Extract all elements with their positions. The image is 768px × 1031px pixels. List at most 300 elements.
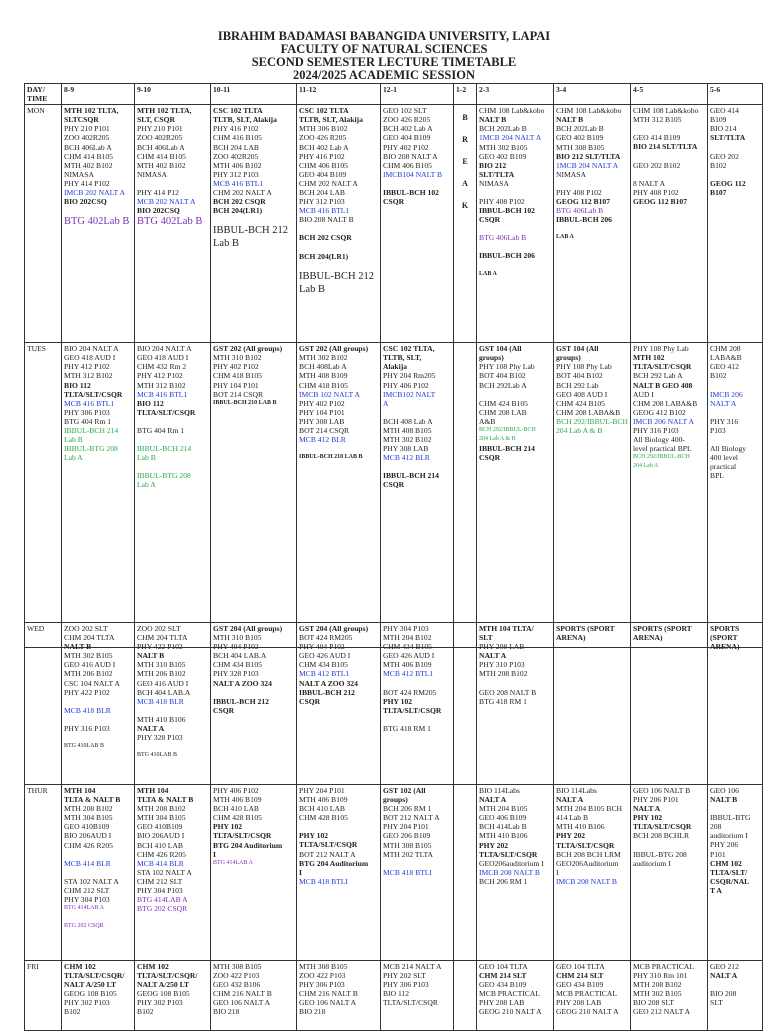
course-entry: NALT A ZOO 324 [213, 678, 272, 688]
course-entry: PHY 308 LAB [299, 416, 345, 426]
course-entry: MTH 312 B102 [137, 380, 186, 390]
course-entry: AUD I [633, 389, 654, 399]
course-entry: MCB 414 BLR [137, 858, 184, 868]
slot-cell [381, 105, 454, 343]
course-entry: IMCB 102 NALT A [299, 389, 360, 399]
course-entry: MTH 402 B102 [137, 160, 186, 170]
course-entry: MCB 412 BTL1 [299, 669, 350, 679]
course-entry: MCB 418 BLR [137, 696, 184, 706]
course-entry: groups) [479, 353, 504, 363]
slot-cell [62, 785, 135, 961]
course-entry: IBBUL-BCH 212 [299, 687, 355, 697]
course-entry: MCB 414 BLR [64, 858, 111, 868]
spacer [633, 170, 705, 179]
course-entry: STA 102 NALT A [64, 876, 119, 886]
course-entry: PHY 412 P102 [137, 371, 183, 381]
course-entry: CHM 406 B105 [383, 160, 432, 170]
slot-cell [477, 623, 554, 785]
course-entry: IBBUL-BCH 102 [383, 187, 439, 197]
course-entry: PHY 206 P101 [633, 795, 679, 805]
spacer [299, 243, 378, 252]
course-entry: CHM 204 TLTA [64, 633, 115, 643]
course-entry: PHY 416 P102 [299, 151, 345, 161]
course-entry: PHY 404 P102 [299, 642, 345, 652]
course-entry: MCB 418 BLR [64, 705, 111, 715]
course-entry: ZOO 402R205 [64, 133, 110, 143]
course-entry: ARENA) [633, 633, 663, 643]
course-entry: MCB PRACTICAL [556, 989, 617, 999]
course-entry: MTH 408 B109 [299, 371, 348, 381]
course-entry: PHY 204 Rm205 [383, 371, 436, 381]
course-entry: MTH 302 B105 [633, 989, 682, 999]
course-entry: BIO 212 SLT/TLTA [556, 151, 621, 161]
slot-cell [554, 343, 631, 648]
spacer [299, 224, 378, 233]
course-entry: PHY 310 Rm 101 [633, 971, 688, 981]
course-entry: IBBUL-BCH 214 [64, 426, 119, 436]
course-entry: BIO 204 NALT A [137, 344, 192, 354]
course-entry: BTG 402Lab B [137, 216, 203, 228]
course-entry: TLTA & NALT B [137, 795, 194, 805]
course-entry: MTH 308 B105 [299, 962, 348, 971]
course-entry: BOT 214 CSQR [299, 426, 350, 436]
slot-cell [631, 961, 708, 1031]
course-entry: ZOO 426 R205 [383, 115, 431, 125]
course-entry: TLTA/SLT/CSQR [299, 840, 358, 850]
time-slot-header: 12-1 [381, 84, 454, 105]
course-entry: P101 [710, 849, 726, 859]
spacer [137, 417, 208, 426]
course-entry: BCH 410 LAB [137, 840, 183, 850]
slot-cell [631, 343, 708, 648]
course-entry: PHY 306 P103 [64, 407, 110, 417]
course-entry: GEO 416 AUD I [137, 678, 189, 688]
course-entry: GEO 406 B109 [479, 813, 527, 823]
slot-cell [554, 623, 631, 785]
course-entry: NALT B [710, 795, 738, 805]
course-entry: TLTA/SLT/CSQR [479, 849, 538, 859]
course-entry: PHY 306 P103 [383, 980, 429, 990]
course-entry: TLTA/SLT/CSQR [383, 998, 438, 1008]
slot-cell [211, 343, 297, 648]
course-entry: auditorium I [633, 858, 671, 868]
course-entry: MTH 206 B102 [64, 669, 113, 679]
slot-cell [708, 785, 763, 961]
course-entry: CHM 212 SLT [137, 876, 183, 886]
course-entry: ZOO 402R205 [137, 133, 183, 143]
spacer [633, 152, 705, 161]
course-entry: GST 204 (All groups) [213, 624, 283, 633]
course-entry: SLT/TLTA [710, 133, 746, 143]
course-entry: BCH 202Lab B [556, 124, 604, 134]
course-entry: 204 Lab A & B [556, 426, 603, 436]
course-entry: GEO 414 [710, 106, 739, 116]
course-entry: Lab B [137, 453, 156, 463]
course-entry: MCB 416 BTL1 [64, 398, 115, 408]
course-entry: NALT A [479, 795, 507, 805]
course-entry: PHY 406 P102 [383, 380, 429, 390]
spacer [299, 261, 378, 270]
course-entry: CHM 434 B105 [299, 660, 348, 670]
course-entry: NALT A [710, 398, 737, 408]
course-entry: NALT A/250 LT [64, 980, 117, 990]
time-slot-header: 8-9 [62, 84, 135, 105]
course-entry: PHY 316 P103 [64, 723, 110, 733]
course-entry: CSQR [213, 705, 235, 715]
course-entry: PHY 304 P103 [64, 894, 110, 904]
time-slot-header: 3-4 [554, 84, 631, 105]
course-entry: CHM 424 B105 [556, 398, 605, 408]
timetable-part-1 [24, 83, 763, 648]
course-entry: BCH 292/IBBUL-BCH [633, 454, 690, 461]
course-entry: 204 Lab A & B [479, 436, 516, 443]
course-entry: GEO 410B109 [64, 822, 110, 832]
course-entry: PHY 402 P102 [213, 362, 259, 372]
course-entry: BCH 402 Lab A [383, 124, 433, 134]
course-entry: TLTA/SLT/CSQR [213, 831, 272, 841]
course-entry: 1MCB 204 NALT A [556, 160, 619, 170]
course-entry: BIO 112 [383, 989, 410, 999]
course-entry: Lab A [64, 453, 83, 463]
faculty-title: FACULTY OF NATURAL SCIENCES [280, 42, 488, 56]
slot-cell [211, 785, 297, 961]
time-slot-header: 1-2 [454, 84, 477, 105]
course-entry: IMCB 202 NALT A [64, 188, 125, 198]
course-entry: TLTB, SLT, Alakija [213, 115, 277, 125]
course-entry: BTG 202 CSQR [137, 904, 188, 914]
spacer [213, 215, 294, 224]
course-entry: PHY 316 P103 [633, 426, 679, 436]
course-entry: BTG 204 Auditorium [299, 858, 369, 868]
course-entry: IMCB102 NALT [383, 389, 436, 399]
course-entry: B109 [710, 115, 727, 125]
course-entry: CHM 212 SLT [64, 885, 110, 895]
course-entry: PHY 202 [556, 831, 586, 841]
course-entry: Alakija [383, 362, 408, 372]
course-entry: PHY 312 P103 [299, 197, 345, 207]
course-entry: SLT [479, 633, 493, 643]
course-entry: GEO 102 SLT [383, 106, 427, 116]
spacer [137, 435, 208, 444]
course-entry: CHM 428 B105 [299, 813, 348, 823]
break-column [454, 785, 477, 961]
break-letter: A [462, 179, 468, 189]
course-entry: MTH 204 B105 BCH [556, 804, 623, 814]
course-entry: GEOG 412 B102 [633, 407, 686, 417]
course-entry: CHM 102 [137, 962, 169, 971]
break-column [454, 343, 477, 648]
course-entry: BIO 114Labs [556, 786, 597, 795]
course-entry: MTH 308 B105 [213, 962, 262, 971]
course-entry: IBBUL-BTG 208 [137, 471, 191, 481]
course-entry: BCH 292 Lab A [633, 371, 683, 381]
course-entry: NIMASA [479, 178, 509, 188]
spacer [64, 697, 132, 706]
course-entry: BTG 414LAB A [64, 905, 105, 912]
course-entry: GEO 418 AUD I [64, 353, 116, 363]
course-entry: STA 102 NALT A [137, 867, 192, 877]
slot-cell [62, 961, 135, 1031]
spacer [383, 715, 451, 724]
course-entry: BIO 204 NALT A [64, 344, 119, 354]
course-entry: BCH 204(LR1) [299, 251, 349, 261]
course-entry: BTG 404 Rm 1 [64, 416, 112, 426]
course-entry: BIO 212 [479, 160, 507, 170]
course-entry: MCB 214 NALT A [383, 962, 442, 971]
course-entry: MTH 304 B105 [137, 813, 186, 823]
course-entry: Lab B [64, 435, 83, 445]
course-entry: GEO 414 B109 [633, 133, 681, 143]
course-entry: TLTA/SLT/CSQR [556, 840, 615, 850]
course-entry: MTH 310 B105 [137, 660, 186, 670]
course-entry: B102 [137, 1007, 154, 1017]
course-entry: PHY 422 P102 [64, 687, 110, 697]
course-entry: GEOG 112 [710, 178, 746, 188]
spacer [479, 224, 551, 233]
course-entry: PHY 408 P102 [556, 187, 602, 197]
course-entry: CSC 104 NALT A [64, 678, 120, 688]
course-entry: PHY 302 P103 [137, 998, 183, 1008]
spacer [383, 462, 451, 471]
course-entry: MCB 412 BLR [299, 435, 346, 445]
course-entry: MTH 208 B102 [64, 804, 113, 814]
course-entry: BIO 112 [64, 380, 91, 390]
course-entry: P103 [710, 425, 726, 435]
slot-cell [708, 623, 763, 785]
course-entry: NALT B [479, 115, 507, 125]
course-entry: BIO 218 [213, 1007, 240, 1017]
course-entry: MCB 412 BLR [383, 453, 430, 463]
slot-cell [477, 343, 554, 648]
course-entry: MCB PRACTICAL [633, 962, 694, 971]
spacer [710, 804, 760, 813]
course-entry: CHM 108 Lab&kobo [556, 106, 622, 116]
course-entry: PHY 412 P102 [64, 362, 110, 372]
slot-cell [381, 343, 454, 648]
course-entry: MTH 208 B102 [479, 669, 528, 679]
course-entry: GEOG 210 NALT A [479, 1007, 542, 1017]
course-entry: B102 [64, 1007, 81, 1017]
course-entry: GST 104 (All [479, 344, 522, 354]
course-entry: MTH 204 B102 [383, 633, 432, 643]
day-label: FRI [25, 961, 62, 1031]
spacer [479, 188, 551, 197]
slot-cell [381, 961, 454, 1031]
course-entry: CHM 214 SLT [556, 971, 604, 981]
course-entry: GEO 404 B109 [299, 169, 347, 179]
slot-cell [297, 343, 381, 648]
course-entry: (SPORT [710, 633, 738, 643]
course-entry: CHM 426 R205 [64, 840, 113, 850]
course-entry: NALT A ZOO 324 [299, 678, 358, 688]
spacer [137, 462, 208, 471]
course-entry: BIO 208 SLT [633, 998, 675, 1008]
slot-cell [297, 785, 381, 961]
course-entry: MTH 406 B109 [383, 660, 432, 670]
course-entry: BCH 204 LAB [299, 188, 345, 198]
course-entry: practical [710, 462, 737, 472]
course-entry: MTH 312 B102 [64, 371, 113, 381]
course-entry: PHY 210 P101 [64, 124, 110, 134]
course-entry: IBBUL-BCH 212 Lab B [213, 225, 288, 250]
slot-cell [554, 785, 631, 961]
course-entry: MTH 302 B105 [64, 651, 113, 661]
course-entry: CSQR/NAL [710, 876, 750, 886]
course-entry: GEO206auditorium I [479, 858, 544, 868]
course-entry: SPORTS [710, 624, 740, 633]
course-entry: MTH 104 [64, 786, 96, 795]
slot-cell [211, 105, 297, 343]
course-entry: GEO 418 AUD I [137, 353, 189, 363]
course-entry: NIMASA [64, 169, 94, 179]
course-entry: NIMASA [137, 169, 167, 179]
slot-cell [135, 105, 211, 343]
course-entry: MTH 304 B105 [64, 813, 113, 823]
spacer [64, 733, 132, 742]
course-entry: I [556, 867, 559, 877]
slot-cell [631, 105, 708, 343]
course-entry: GEO 202 [710, 151, 739, 161]
course-entry: GEO 402 B109 [479, 151, 527, 161]
course-entry: BTG 414LAB A [137, 895, 188, 905]
course-entry: CHM 428 B105 [213, 813, 262, 823]
course-entry: TLTA/SLT/CSQR/ [64, 971, 125, 981]
course-entry: BOT 404 B102 [479, 371, 526, 381]
course-entry: BTG 404 Rm 1 [137, 425, 185, 435]
break-letter: E [462, 157, 468, 167]
timetable-part-2 [24, 622, 763, 1031]
course-entry: PHY 108 Phy Lab [556, 362, 612, 372]
course-entry: CHM 216 NALT B [299, 989, 358, 999]
row-wed [25, 623, 763, 785]
course-entry: MTH 104 [137, 786, 169, 795]
course-entry: MTH 310 B102 [213, 353, 262, 363]
course-entry: PHY 102 [383, 696, 413, 706]
course-entry: BIO 112 [137, 398, 164, 408]
course-entry: BIO 202CSQ [137, 206, 180, 216]
course-entry: BOT 212 NALT A [383, 813, 440, 823]
course-entry: ZOO 422 P103 [299, 971, 346, 981]
course-entry: NALT A [479, 651, 507, 661]
course-entry: LAB A [556, 234, 574, 241]
day-label: TUES [25, 343, 62, 648]
spacer [383, 679, 451, 688]
slot-cell [708, 961, 763, 1031]
course-entry: CHM 214 SLT [479, 971, 527, 981]
course-entry: PHY 104 P101 [213, 380, 259, 390]
course-entry: IBBUL-BCH 212 [213, 696, 269, 706]
course-entry: PHY 208 LAB [479, 642, 525, 652]
row-mon [25, 105, 763, 343]
course-entry: PHY 102 [299, 831, 329, 841]
timetable-title: SECOND SEMESTER LECTURE TIMETABLE [251, 55, 517, 69]
course-entry: CHM 434 B105 [213, 660, 262, 670]
course-entry: BCH 406Lab A [137, 142, 185, 152]
course-entry: ZOO 202 SLT [64, 624, 108, 633]
course-entry: PHY 204 P101 [383, 822, 429, 832]
course-entry: BCH 408Lab A [299, 362, 347, 372]
course-entry: BTG 406Lab B [556, 206, 604, 216]
course-entry: BCH 406Lab A [64, 142, 112, 152]
spacer [383, 859, 451, 868]
course-entry: MCB 416 BTL1 [213, 178, 264, 188]
course-entry: PHY 304 P103 [137, 886, 183, 896]
course-entry: MTH 408 B105 [383, 425, 432, 435]
day-label: MON [25, 105, 62, 343]
course-entry: IBBUL-BCH 102 [479, 206, 535, 216]
course-entry: MCB 418 BTLI [299, 876, 348, 886]
course-entry: GEO 410B109 [137, 822, 183, 832]
course-entry: GEOG 112 B107 [556, 197, 611, 207]
slot-cell [554, 105, 631, 343]
course-entry: MTH 410 B106 [479, 831, 528, 841]
course-entry: IBBUL-BCH 214 [383, 471, 439, 481]
course-entry: Lab A [137, 480, 156, 490]
course-entry: IBBUL-BCH 214 [479, 444, 535, 454]
course-entry: PHY 414 P12 [137, 187, 179, 197]
course-entry: TLTB, SLT, [383, 353, 422, 363]
course-entry: BTG 204 Auditorium [213, 840, 283, 850]
time-slot-header: 5-6 [708, 84, 763, 105]
course-entry: CHM 108 Lab&kobo [479, 106, 545, 116]
course-entry: PHY 414 P102 [64, 178, 110, 188]
course-entry: BTG 418 RM 1 [383, 723, 431, 733]
course-entry: NALT B [556, 115, 584, 125]
course-entry: BCH 208 BCH LRM [556, 849, 621, 859]
course-entry: SLT, CSQR [137, 115, 175, 125]
day-time-header: DAY/ TIME [25, 84, 62, 105]
spacer [64, 850, 132, 859]
course-entry: BCH 204 LAB [213, 142, 259, 152]
course-entry: 400 level [710, 453, 739, 463]
course-entry: IMCB 206 [710, 389, 743, 399]
course-entry: BOT 424 RM205 [383, 687, 437, 697]
course-entry: GST 202 (All groups) [213, 344, 283, 354]
course-entry: CSQR [479, 453, 501, 463]
course-entry: T A [710, 885, 722, 895]
course-entry: ZOO 202 SLT [137, 624, 181, 633]
course-entry: MTH 208 B102 [633, 980, 682, 990]
course-entry: BIO 208 NALT A [383, 151, 438, 161]
course-entry: GEO 104 TLTA [556, 962, 605, 971]
course-entry: BCH 206 RM 1 [383, 804, 432, 814]
course-entry: CSC 102 TLTA [213, 106, 263, 116]
course-entry: PHY 402 P102 [299, 398, 345, 408]
spacer [64, 868, 132, 877]
spacer [633, 124, 705, 133]
course-entry: NALT B [137, 651, 165, 661]
course-entry: BIO 214 SLT/TLTA [633, 142, 698, 152]
course-entry: PHY 306 P103 [299, 980, 345, 990]
course-entry: PHY 302 P103 [64, 998, 110, 1008]
header-row [25, 84, 763, 105]
course-entry: BTG 402Lab B [64, 216, 130, 228]
course-entry: IBBUL-BCH 206 [479, 251, 535, 261]
course-entry: IBBUL-BTG [710, 813, 751, 823]
course-entry: GEO 412 [710, 362, 739, 372]
course-entry: BCH 292 Lab [556, 380, 599, 390]
spacer [556, 224, 628, 233]
course-entry: PHY 108 Phy Lab [633, 344, 689, 354]
course-entry: PHY 202 [479, 840, 509, 850]
course-entry: CHM 202 NALT A [299, 178, 358, 188]
course-entry: GEO 106 NALT A [299, 998, 357, 1008]
spacer [213, 688, 294, 697]
course-entry: BTG 406Lab B [479, 233, 527, 243]
course-entry: CHM 208 LABA&B [556, 407, 621, 417]
course-entry: IMCB 208 NALT B [479, 867, 540, 877]
course-entry: groups) [556, 353, 581, 363]
